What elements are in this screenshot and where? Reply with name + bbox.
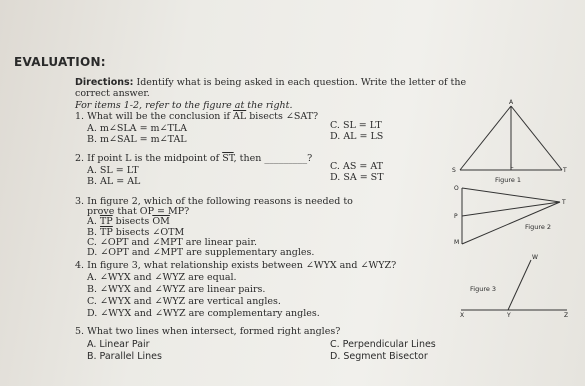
fig3-label-y: Y [507, 312, 511, 318]
fig1-label-s: S [452, 167, 456, 174]
q3-a-segment-2: $\overline{OM}$ [152, 216, 170, 227]
q4-choice-c: C. ∠WYX and ∠WYZ are vertical angles. [87, 296, 281, 307]
q4-choice-a: A. ∠WYX and ∠WYZ are equal. [87, 272, 237, 283]
fig3-label-z: Z [564, 312, 569, 318]
question-5-stem: 5. What two lines when intersect, formed right angles? [75, 326, 341, 337]
fig3-label-w: W [532, 254, 538, 261]
fig3-label-x: X [460, 312, 465, 318]
q1-choice-c: C. SL = LT [330, 120, 382, 131]
q5-choice-c: C. Perpendicular Lines [330, 339, 436, 350]
question-4-stem: 4. In figure 3, what relationship exists between ∠WYX and ∠WYZ? [75, 260, 397, 271]
q3-a-segment-1: $\overline{TP}$ [99, 216, 113, 227]
q4-choice-b: B. ∠WYX and ∠WYZ are linear pairs. [87, 284, 266, 295]
q2-stem-b: , then _________? [233, 153, 313, 164]
question-3-stem-2: prove that OP = MP? [87, 206, 190, 217]
q3-b-segment: $\overline{TP}$ [100, 227, 113, 238]
fig2-line-pt [462, 202, 560, 216]
fig2-line-ot [462, 188, 560, 202]
fig1-line-at [511, 106, 562, 170]
q2-choice-d: D. SA = ST [330, 172, 384, 183]
figure-2-caption: Figure 2 [525, 223, 552, 231]
q2-segment: $\overline{ST}$ [222, 153, 234, 164]
directions-line-2: correct answer. [75, 88, 150, 99]
q1-choice-a: A. m∠SLA = m∠TLA [87, 123, 188, 134]
fig2-label-p: P [454, 213, 458, 220]
q3-a-prefix: A. [87, 216, 100, 227]
fig1-label-a: A [509, 99, 514, 106]
directions-label: Directions: [75, 77, 134, 88]
fig1-label-l: L [510, 163, 514, 170]
question-1-stem [75, 111, 318, 122]
fig2-label-m: M [454, 239, 460, 246]
q1-choice-d: D. AL = LS [330, 131, 384, 142]
q1-stem-a: 1. What will be the conclusion if [75, 111, 234, 122]
q5-choice-d: D. Segment Bisector [330, 351, 428, 362]
figure-2-diagram [450, 182, 575, 247]
figure-note: For items 1-2, refer to the figure at the right. [75, 100, 293, 111]
q3-a-middle: bisects [112, 216, 153, 227]
q1-choice-b: B. m∠SAL = m∠TAL [87, 134, 187, 145]
question-3-stem-1: 3. In figure 2, which of the following reasons is needed to [75, 196, 353, 207]
fig2-label-o: O [454, 185, 459, 192]
q5-choice-a: A. Linear Pair [87, 339, 150, 350]
directions-text-1: Identify what is being asked in each question. Write the letter of the [133, 77, 467, 88]
q3-choice-c: C. ∠OPT and ∠MPT are linear pair. [87, 237, 257, 248]
fig1-line-as [460, 106, 511, 170]
q3-b-prefix: B. [87, 227, 101, 238]
q2-stem-a: 2. If point L is the midpoint of [75, 153, 223, 164]
q2-choice-c: C. AS = AT [330, 161, 384, 172]
evaluation-title: EVALUATION: [14, 55, 106, 69]
figure-1-diagram [450, 98, 570, 186]
question-2-stem [75, 153, 312, 164]
q2-choice-a: A. SL = LT [87, 165, 139, 176]
q3-b-suffix: bisects ∠OTM [112, 227, 185, 238]
q3-choice-a [87, 216, 170, 227]
q3-choice-d: D. ∠OPT and ∠MPT are supplementary angles. [87, 247, 315, 258]
fig3-line-yw [508, 260, 531, 310]
fig2-label-t: T [562, 199, 566, 206]
q1-stem-b: bisects ∠SAT? [246, 111, 319, 122]
directions-line-1 [75, 77, 466, 88]
figure-1-caption: Figure 1 [495, 176, 522, 184]
figure-3-caption: Figure 3 [470, 285, 497, 293]
q2-choice-b: B. AL = AL [87, 176, 141, 187]
fig1-label-t: T [563, 167, 567, 174]
q4-choice-d: D. ∠WYX and ∠WYZ are complementary angles. [87, 308, 320, 319]
q1-segment: $\overline{AL}$ [233, 111, 247, 122]
q5-choice-b: B. Parallel Lines [87, 351, 162, 362]
